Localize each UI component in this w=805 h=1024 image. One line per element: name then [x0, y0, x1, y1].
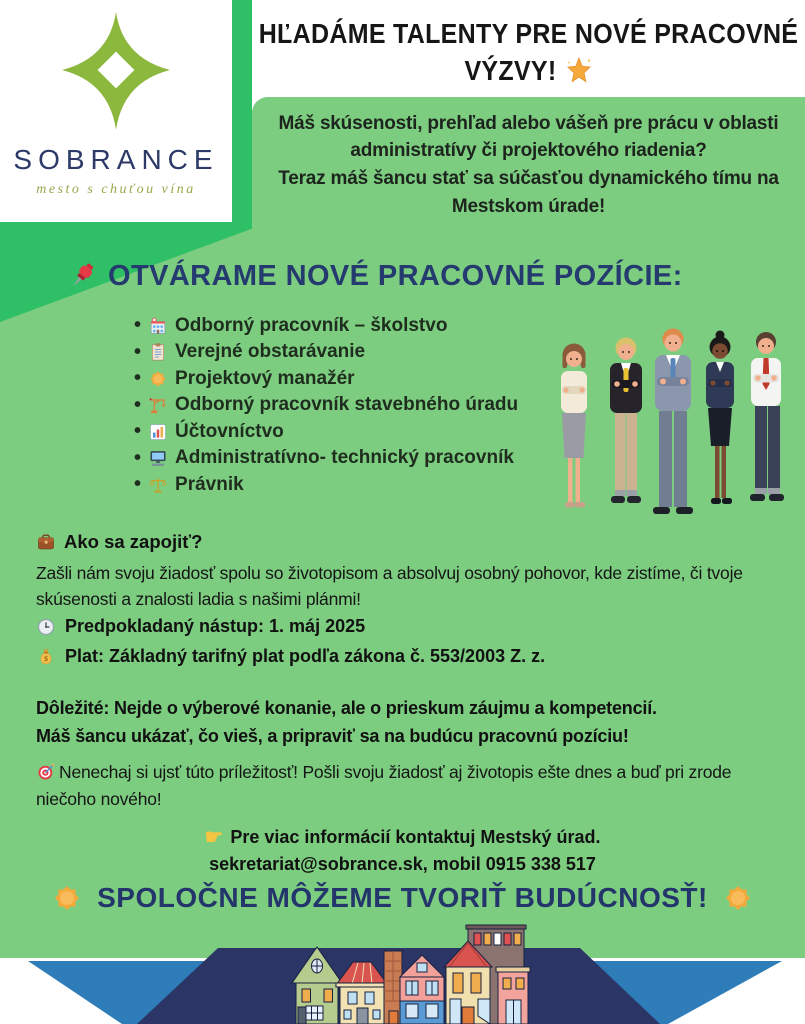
- position-item: [134, 313, 518, 338]
- page-title: [252, 16, 805, 89]
- position-label: Administratívno- technický pracovník: [175, 447, 514, 468]
- chart-icon: [148, 422, 168, 442]
- position-label: Právnik: [175, 473, 244, 495]
- detail-lines: [36, 616, 545, 667]
- contact-line-2: sekretariat@sobrance.sk, mobil 0915 338 517: [209, 854, 596, 874]
- position-label: Projektový manažér: [175, 367, 355, 389]
- intro-text-2: Teraz máš šancu stať sa súčasťou dynamického tímu na Mestskom úrade!: [278, 168, 779, 217]
- target-icon: [36, 762, 56, 782]
- bullet-dot: •: [134, 367, 142, 389]
- scales-icon: [148, 475, 168, 495]
- city-illustration: [0, 905, 805, 1024]
- school-icon: [148, 316, 168, 336]
- how-heading: Ako sa zapojiť?: [64, 531, 203, 552]
- footer-slogan-text: SPOLOČNE MÔŽEME TVORIŤ BUDÚCNOSŤ!: [97, 882, 708, 913]
- briefcase-icon: [36, 532, 56, 552]
- position-item: [134, 393, 518, 418]
- contact-block: [0, 824, 805, 878]
- important-line-2: Máš šancu ukázať, čo vieš, a pripraviť sa na budúcu pracovnú pozíciu!: [36, 725, 629, 746]
- bullet-dot: •: [134, 340, 142, 363]
- position-label: Odborný pracovník stavebného úradu: [175, 394, 519, 415]
- how-section: [36, 531, 788, 613]
- person-woman-4: [706, 331, 734, 505]
- cta-body: Nenechaj si ujsť túto príležitosť! Pošli svoju žiadosť aj životopis ešte dnes a buď pri zrode niečoho nového!: [36, 762, 732, 810]
- sun-icon: [148, 369, 168, 389]
- page-title-line2: VÝZVY!: [464, 54, 557, 86]
- detail-text: Predpokladaný nástup: 1. máj 2025: [65, 616, 366, 636]
- important-line-1: Dôležité: Nejde o výberové konanie, ale o prieskum záujmu a kompetencií.: [36, 698, 657, 718]
- intro-box: [252, 97, 805, 233]
- positions-list: [134, 313, 518, 497]
- logo-card: [0, 0, 232, 222]
- person-man-3: [653, 329, 693, 515]
- moneybag-icon: [36, 647, 56, 667]
- person-man-2: [610, 338, 642, 504]
- pushpin-icon: [64, 258, 100, 294]
- houses: [292, 925, 530, 1024]
- position-label: Účtovníctvo: [175, 420, 284, 442]
- position-label: Odborný pracovník – školstvo: [175, 314, 448, 336]
- point-right-icon: ☛: [204, 825, 224, 849]
- position-item: [134, 419, 518, 444]
- positions-heading: [64, 258, 683, 294]
- bullet-dot: •: [134, 420, 142, 442]
- positions-heading-text: OTVÁRAME NOVÉ PRACOVNÉ POZÍCIE:: [108, 259, 683, 292]
- person-man-5: [750, 332, 784, 501]
- team-illustration: [538, 322, 800, 524]
- logo-name: SOBRANCE: [13, 144, 219, 175]
- detail-text: Plat: Základný tarifný plat podľa zákona č. 553/2003 Z. z.: [65, 646, 546, 666]
- position-item: [134, 446, 518, 471]
- glow-star-icon: [565, 55, 593, 86]
- contact-line-1: Pre viac informácií kontaktuj Mestský úrad.: [230, 827, 601, 847]
- sobrance-star-logo-icon: [50, 8, 182, 134]
- clipboard-icon: [148, 342, 168, 362]
- position-label: Verejné obstarávanie: [175, 341, 366, 362]
- cta-text: [36, 759, 790, 813]
- clock-icon: [36, 617, 56, 637]
- intro-text-1: Máš skúsenosti, prehľad alebo vášeň pre prácu v oblasti administratívy či projektového riadenia?: [278, 112, 779, 162]
- page-title-line1: HĽADÁME TALENTY PRE NOVÉ PRACOVNÉ: [258, 18, 799, 50]
- bullet-dot: •: [134, 446, 142, 469]
- bullet-dot: •: [134, 473, 142, 495]
- svg-text:$: $: [43, 654, 49, 663]
- position-item: [134, 366, 518, 391]
- position-item: [134, 472, 518, 497]
- position-item: [134, 340, 518, 365]
- crane-icon: [148, 395, 168, 415]
- logo-tagline: mesto s chuťou vína: [36, 182, 196, 197]
- how-body: Zašli nám svoju žiadosť spolu so životopisom a absolvuj osobný pohovor, kde zistíme, či tvoje skúsenosti a znalosti ladia s našimi plánmi!: [36, 563, 743, 610]
- person-woman-1: [561, 344, 587, 508]
- computer-icon: [148, 448, 168, 468]
- detail-line: [36, 616, 545, 637]
- bullet-dot: •: [134, 393, 142, 416]
- important-note: [36, 695, 784, 751]
- bullet-dot: •: [134, 314, 142, 336]
- detail-line: [36, 646, 545, 667]
